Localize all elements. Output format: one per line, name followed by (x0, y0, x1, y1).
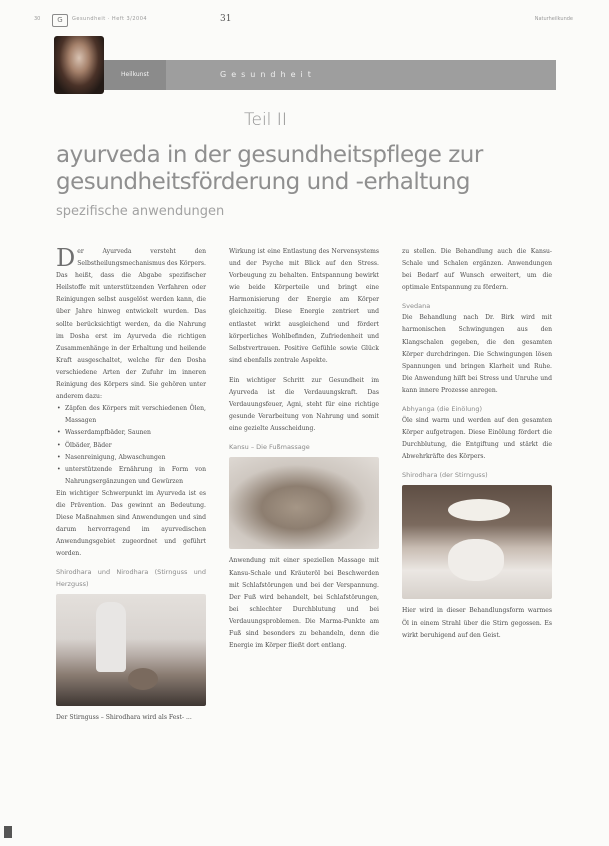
section-heading: Shirodhara (der Stirnguss) (402, 471, 488, 480)
foot-massage-photo (229, 457, 379, 549)
body-paragraph: Öle sind warm und werden auf den gesamten Körper aufgetragen. Diese Einölung fördert die Durchblutung, die Entgiftung und stärkt die Abwehrkräfte des Körpers. (402, 417, 552, 461)
issue-number: 31 (220, 14, 232, 24)
list-item: • Wasserdampfbäder, Saunen (65, 427, 206, 439)
body-paragraph: Ein wichtiger Schritt zur Gesundheit im Ayurveda ist die Verdauungskraft. Das Verdauungsfeuer, Agni, steht für eine richtige gesunde Verarbeitung von Nahrung und somit eine gezielte Ausscheidung. (229, 376, 379, 433)
photo-caption: Der Stirnguss – Shirodhara wird als Fest- ... (56, 714, 192, 722)
body-paragraph: Die Behandlung nach Dr. Birk wird mit harmonischen Schwingungen aus den Klangschalen gegeben, die den gesamten Körper durchdringen. Die Schwingungen lösen Spannungen und bringen Klarheit und Ruhe. Die Anwendung hilft bei Stress und Unruhe und kann innere Prozesse anregen. (402, 314, 552, 394)
body-paragraph: Anwendung mit einer speziellen Massage mit Kansu-Schale und Kräuteröl bei Beschwerden mit Schlafstörungen und bei der Verspannung. Der Fuß wird behandelt, bei Schlafstörungen, bei schlechter Durchblutung und bei Verdauungsproblemen. Die Marma-Punkte am Fuß sind besonders zu behandeln, denn die Energie im Körper fließt dort entlang. (229, 557, 379, 650)
article-title: ayurveda in der gesundheitspflege zur gesundheitsförderung und -erhaltung (56, 142, 483, 195)
magazine-name: Gesundheit · Heft 3/2004 (72, 16, 148, 22)
list-item: • Zäpfen des Körpers mit verschiedenen Ölen, Massagen (65, 403, 206, 427)
intro-paragraph: Der Ayurveda versteht den Selbstheilungsmechanismus des Körpers. Das heißt, dass die Abgabe spezifischer Heilstoffe mit unterstützenden Verfahren oder Reinigungen selbst ausgelöst werden kann, die über Jahre hinweg entwickelt wurden. Das sollte berücksichtigt werden, da die Nahrung im Dosha erst im Ayurveda die richtigen Zusammenhänge in der Erhaltung und heilende Kraft ausgeschaltet, welche für den Dosha verschiedene Arten der Zufuhr im inneren Reinigung des Körpers sind. Sie gehören unter anderem dazu: (56, 244, 206, 401)
list-item: • Nasenreinigung, Abwaschungen (65, 452, 206, 464)
page-number: 30 (34, 16, 41, 22)
section-label: Gesundheit (220, 70, 316, 79)
column-1 (56, 246, 206, 725)
section-banner (104, 60, 556, 90)
article-subtitle: spezifische anwendungen (56, 204, 225, 219)
page-header (0, 14, 609, 28)
magazine-logo: G (52, 14, 68, 27)
shirodhara-photo (56, 594, 206, 706)
patient-head (128, 668, 158, 690)
body-paragraph: Wirkung ist eine Entlastung des Nervensystems und der Psyche mit Blick auf den Stress. Vorbeugung zu behalten. Entspannung bewirkt wie beide Körperteile und bringt eine Harmonisierung der Energie am Körper gleichzeitig. Diese Energie zentriert und entlastet wirkt ausgleichend und fördert körperliches Wohlbefinden, Zufriedenheit und Selbstvertrauen. Positive Gefühle sowie Glück sind ebenfalls zentrale Aspekte. (229, 248, 379, 364)
photo-caption: Hier wird in dieser Behandlungsform warmes Öl in einem Strahl über die Stirn gegossen. Es wirkt beruhigend auf den Geist. (402, 607, 552, 639)
department-label: Naturheilkunde (534, 16, 573, 22)
stirnguss-photo (402, 485, 552, 599)
body-paragraph: Ein wichtiger Schwerpunkt im Ayurveda ist es die Prävention. Das gewinnt an Bedeutung. Diese Maßnahmen sind Anwendungen und sind darum hervorragend im ayurvedischen Anwendungsgebiet zugeordnet und geführt worden. (56, 489, 206, 558)
therapist-figure (96, 602, 126, 672)
author-portrait (54, 36, 104, 94)
patient-face (448, 539, 504, 581)
body-paragraph: zu stellen. Die Behandlung auch die Kansu-Schale und Schalen ergänzen. Anwendungen bei Bedarf auf Wunsch erweitert, um die optimale Entspannung zu fördern. (402, 248, 552, 292)
drop-cap: D (56, 244, 76, 272)
section-heading: Shirodhara und Nirodhara (Stirnguss und Herzguss) (56, 568, 206, 589)
scan-edge-mark (4, 826, 12, 838)
author-label: Heilkunst (104, 60, 166, 90)
column-2 (229, 246, 379, 652)
treatment-list (56, 403, 206, 488)
section-heading: Kansu – Die Fußmassage (229, 443, 310, 452)
section-heading: Abhyanga (die Einölung) (402, 405, 483, 414)
article-part: Teil II (244, 110, 287, 130)
list-item: • Ölbäder, Bäder (65, 440, 206, 452)
list-item: • unterstützende Ernährung in Form von Nahrungsergänzungen und Gewürzen (65, 464, 206, 488)
oil-bowl (448, 499, 510, 521)
column-3 (402, 246, 552, 642)
section-heading: Svedana (402, 302, 431, 311)
